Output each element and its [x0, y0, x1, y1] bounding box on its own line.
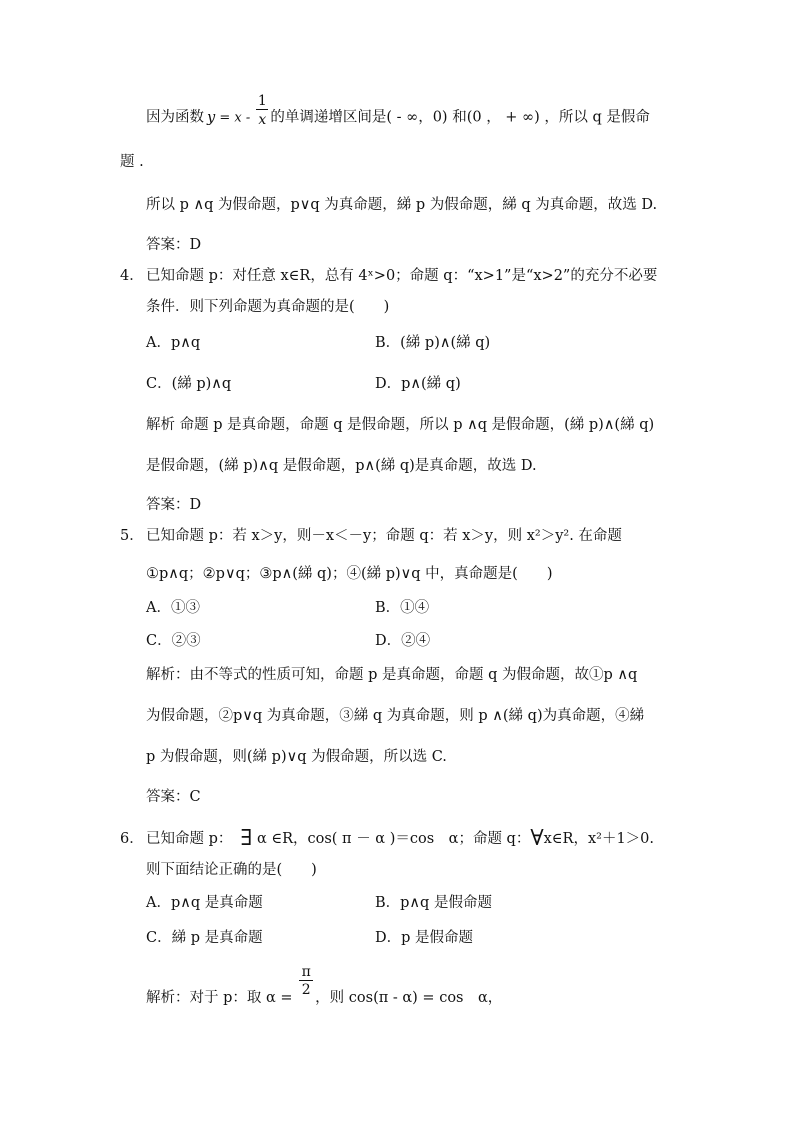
q4-number: 4． — [120, 268, 144, 284]
q3-line1-text-b: 的单调递增区间是( - ∞，0) 和(0 ， + ∞) ，所以 q 是假命 — [270, 109, 650, 126]
q5-analysis-line3: p 为假命题，则(綈 p)∨q 为假命题，所以选 C. — [146, 749, 447, 765]
q3-function-y: y — [207, 109, 216, 126]
q4-stem-line1 — [120, 266, 657, 286]
q3-answer: 答案：D — [146, 237, 202, 253]
q6-analysis-text-b: ，则 cos(π - α) = cos α， — [315, 990, 503, 1006]
q6-fraction-denominator: 2 — [301, 982, 311, 998]
q3-explanation-line3: 所以 p ∧q 为假命题，p∨q 为真命题，綈 p 为假命题，綈 q 为真命题，故选 D. — [146, 197, 658, 213]
q4-stem-text1: 已知命题 p：对任意 x∈R，总有 4ˣ>0；命题 q：“x>1”是“x>2”的充分不必要 — [146, 268, 658, 284]
q6-fraction-numerator: π — [299, 964, 313, 981]
q5-stem-line1 — [120, 526, 622, 546]
q4-answer: 答案：D — [146, 497, 202, 513]
q6-analysis-line1 — [146, 964, 502, 1008]
q3-fraction-denominator: x — [258, 112, 267, 128]
q6-stem-line2: 则下面结论正确的是( ) — [146, 862, 317, 878]
q3-fraction-numerator: 1 — [257, 93, 267, 109]
q4-option-c: C．(綈 p)∧q — [146, 376, 232, 392]
q6-stem-text-b: α ∈R，cos( π － α )＝cos α；命题 q： — [252, 831, 531, 847]
q6-stem-text-c: x∈R，x²＋1＞0. — [543, 831, 655, 847]
q3-explanation-line2: 题 . — [120, 154, 144, 170]
q4-option-a: A．p∧q — [146, 335, 201, 351]
q4-analysis-line2: 是假命题，(綈 p)∧q 是假命题，p∧(綈 q)是真命题，故选 D. — [146, 458, 537, 474]
q5-stem-text1: 已知命题 p：若 x＞y，则－x＜－y；命题 q：若 x＞y，则 x²＞y². 在命题 — [146, 528, 622, 544]
q6-stem-line1 — [120, 826, 655, 851]
q3-function-eq: = x - — [215, 110, 255, 126]
q6-analysis-text-a: 解析：对于 p：取 α = — [146, 990, 298, 1006]
q5-option-b: B．①④ — [375, 600, 430, 616]
q4-option-d: D．p∧(綈 q) — [375, 376, 461, 392]
q3-line1-text-a: 因为函数 — [146, 109, 204, 126]
q6-stem-text-a: 已知命题 p： — [146, 831, 233, 847]
q3-fraction — [256, 93, 268, 134]
q3-explanation-line1 — [146, 93, 650, 134]
q5-number: 5． — [120, 528, 144, 544]
q6-number: 6． — [120, 831, 144, 847]
q5-option-d: D．②④ — [375, 633, 431, 649]
q4-stem-line2: 条件．则下列命题为真命题的是( ) — [146, 299, 390, 315]
q6-option-b: B．p∧q 是假命题 — [375, 895, 492, 911]
q4-option-b: B．(綈 p)∧(綈 q) — [375, 335, 491, 351]
q5-analysis-line1: 解析：由不等式的性质可知，命题 p 是真命题，命题 q 为假命题，故①p ∧q — [146, 667, 638, 683]
q6-option-d: D．p 是假命题 — [375, 930, 474, 946]
q5-option-c: C．②③ — [146, 633, 201, 649]
exists-symbol: ∃ — [240, 826, 253, 851]
q5-option-a: A．①③ — [146, 600, 200, 616]
q5-stem-line2: ①p∧q；②p∨q；③p∧(綈 q)；④(綈 p)∨q 中，真命题是( ) — [146, 566, 553, 582]
q6-fraction — [299, 964, 313, 999]
q6-option-c: C．綈 p 是真命题 — [146, 930, 263, 946]
q5-analysis-line2: 为假命题，②p∨q 为真命题，③綈 q 为真命题，则 p ∧(綈 q)为真命题，④綈 — [146, 708, 645, 724]
q6-option-a: A．p∧q 是真命题 — [146, 895, 263, 911]
q4-analysis-line1: 解析 命题 p 是真命题，命题 q 是假命题，所以 p ∧q 是假命题，(綈 p)∧(綈 q) — [146, 417, 655, 433]
forall-symbol: ∀ — [530, 826, 544, 851]
q5-answer: 答案：C — [146, 789, 201, 805]
